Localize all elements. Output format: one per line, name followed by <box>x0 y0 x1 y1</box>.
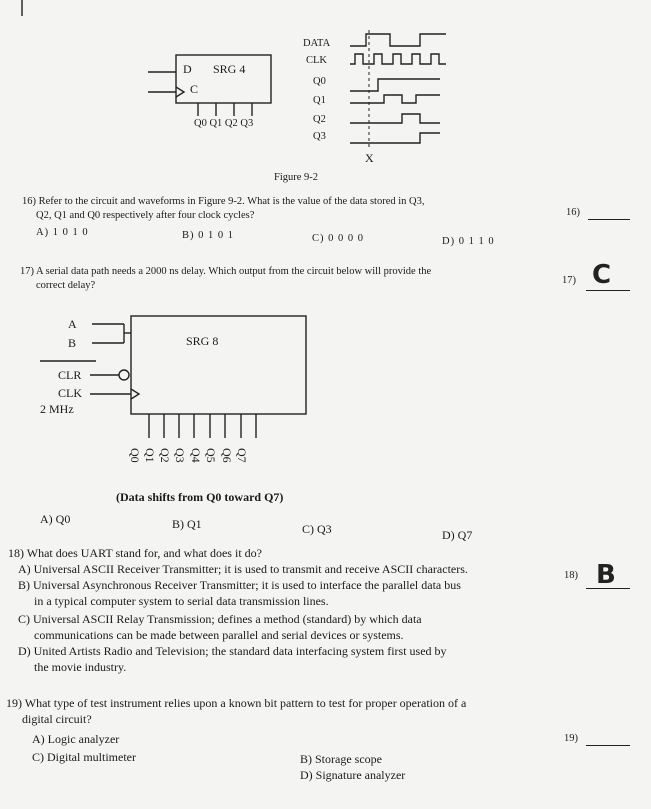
srg8-clock-freq: 2 MHz <box>40 402 74 416</box>
q17-text-line1: 17) A serial data path needs a 2000 ns delay. Which output from the circuit below will provide the <box>20 266 432 277</box>
srg8-output-q3: Q3 <box>173 448 187 463</box>
srg8-input-b: B <box>68 336 77 350</box>
q16-option-b: B) 0 1 0 1 <box>182 230 234 241</box>
signal-q0-label: Q0 <box>313 76 326 87</box>
q17-handwritten-answer: C <box>592 260 612 290</box>
srg8-output-q4: Q4 <box>189 448 203 463</box>
q17-option-a: A) Q0 <box>40 512 71 526</box>
q16-option-a: A) 1 0 1 0 <box>36 227 89 238</box>
q16-answer-blank[interactable] <box>588 219 630 220</box>
signal-q2-label: Q2 <box>313 114 326 125</box>
srg8-input-a: A <box>68 317 77 331</box>
q18-option-d-line2: the movie industry. <box>34 660 127 674</box>
q18-number: 18) <box>564 570 578 581</box>
q19-text-line2: digital circuit? <box>22 712 92 726</box>
marker-x: X <box>365 151 374 165</box>
q19-option-b: B) Storage scope <box>300 752 382 766</box>
q17-number: 17) <box>562 275 576 286</box>
srg8-output-q5: Q5 <box>204 448 218 463</box>
q17-option-c: C) Q3 <box>302 522 332 536</box>
q17-option-b: B) Q1 <box>172 517 202 531</box>
q18-handwritten-answer: B <box>596 560 616 590</box>
q17-text-line2: correct delay? <box>36 280 96 291</box>
srg8-input-clk: CLK <box>58 386 82 400</box>
q16-option-c: C) 0 0 0 0 <box>312 233 364 244</box>
q19-option-c: C) Digital multimeter <box>32 750 136 764</box>
signal-q3-label: Q3 <box>313 131 326 142</box>
srg8-input-clr: CLR <box>58 368 82 382</box>
srg8-caption: (Data shifts from Q0 toward Q7) <box>116 490 284 504</box>
srg8-output-q2: Q2 <box>158 448 172 463</box>
q19-number: 19) <box>564 733 578 744</box>
srg8-output-q0: Q0 <box>128 448 142 463</box>
q18-option-c-line2: communications can be made between parallel and serial devices or systems. <box>34 628 404 642</box>
srg8-block-label: SRG 8 <box>186 334 219 348</box>
q18-option-c-line1: C) Universal ASCII Relay Transmission; defines a method (standard) by which data <box>18 612 422 626</box>
srg8-output-q1: Q1 <box>143 448 157 463</box>
q16-number: 16) <box>566 207 580 218</box>
srg4-block-label: SRG 4 <box>213 62 246 76</box>
signal-q1-label: Q1 <box>313 95 326 106</box>
q18-answer-blank[interactable] <box>586 588 630 589</box>
srg4-c-label: C <box>190 82 199 96</box>
q18-text: 18) What does UART stand for, and what does it do? <box>8 546 262 560</box>
srg4-outputs-label: Q0 Q1 Q2 Q3 <box>194 118 254 129</box>
q18-option-d-line1: D) United Artists Radio and Television; the standard data interfacing system first used by <box>18 644 447 658</box>
q16-text-line1: 16) Refer to the circuit and waveforms in Figure 9-2. What is the value of the data stored in Q3, <box>22 196 425 207</box>
q16-text-line2: Q2, Q1 and Q0 respectively after four clock cycles? <box>36 210 255 221</box>
signal-data-label: DATA <box>303 38 331 49</box>
srg8-output-q6: Q6 <box>220 448 234 463</box>
signal-clk-label: CLK <box>306 55 327 66</box>
q17-answer-blank[interactable] <box>586 290 630 291</box>
q18-option-a: A) Universal ASCII Receiver Transmitter; it is used to transmit and receive ASCII characters. <box>18 562 468 576</box>
q16-option-d: D) 0 1 1 0 <box>442 236 495 247</box>
q19-option-a: A) Logic analyzer <box>32 732 120 746</box>
figure-caption: Figure 9-2 <box>274 172 319 183</box>
srg8-output-q7: Q7 <box>235 448 249 463</box>
q19-answer-blank[interactable] <box>586 745 630 746</box>
srg8-block <box>131 316 306 414</box>
q18-option-b-line1: B) Universal Asynchronous Receiver Transmitter; it is used to interface the parallel data bus <box>18 578 461 592</box>
q18-option-b-line2: in a typical computer system to serial data transmission lines. <box>34 594 329 608</box>
q17-option-d: D) Q7 <box>442 528 473 542</box>
q19-option-d: D) Signature analyzer <box>300 768 406 782</box>
srg4-d-label: D <box>183 62 192 76</box>
q19-text-line1: 19) What type of test instrument relies upon a known bit pattern to test for proper operation of a <box>6 696 467 710</box>
